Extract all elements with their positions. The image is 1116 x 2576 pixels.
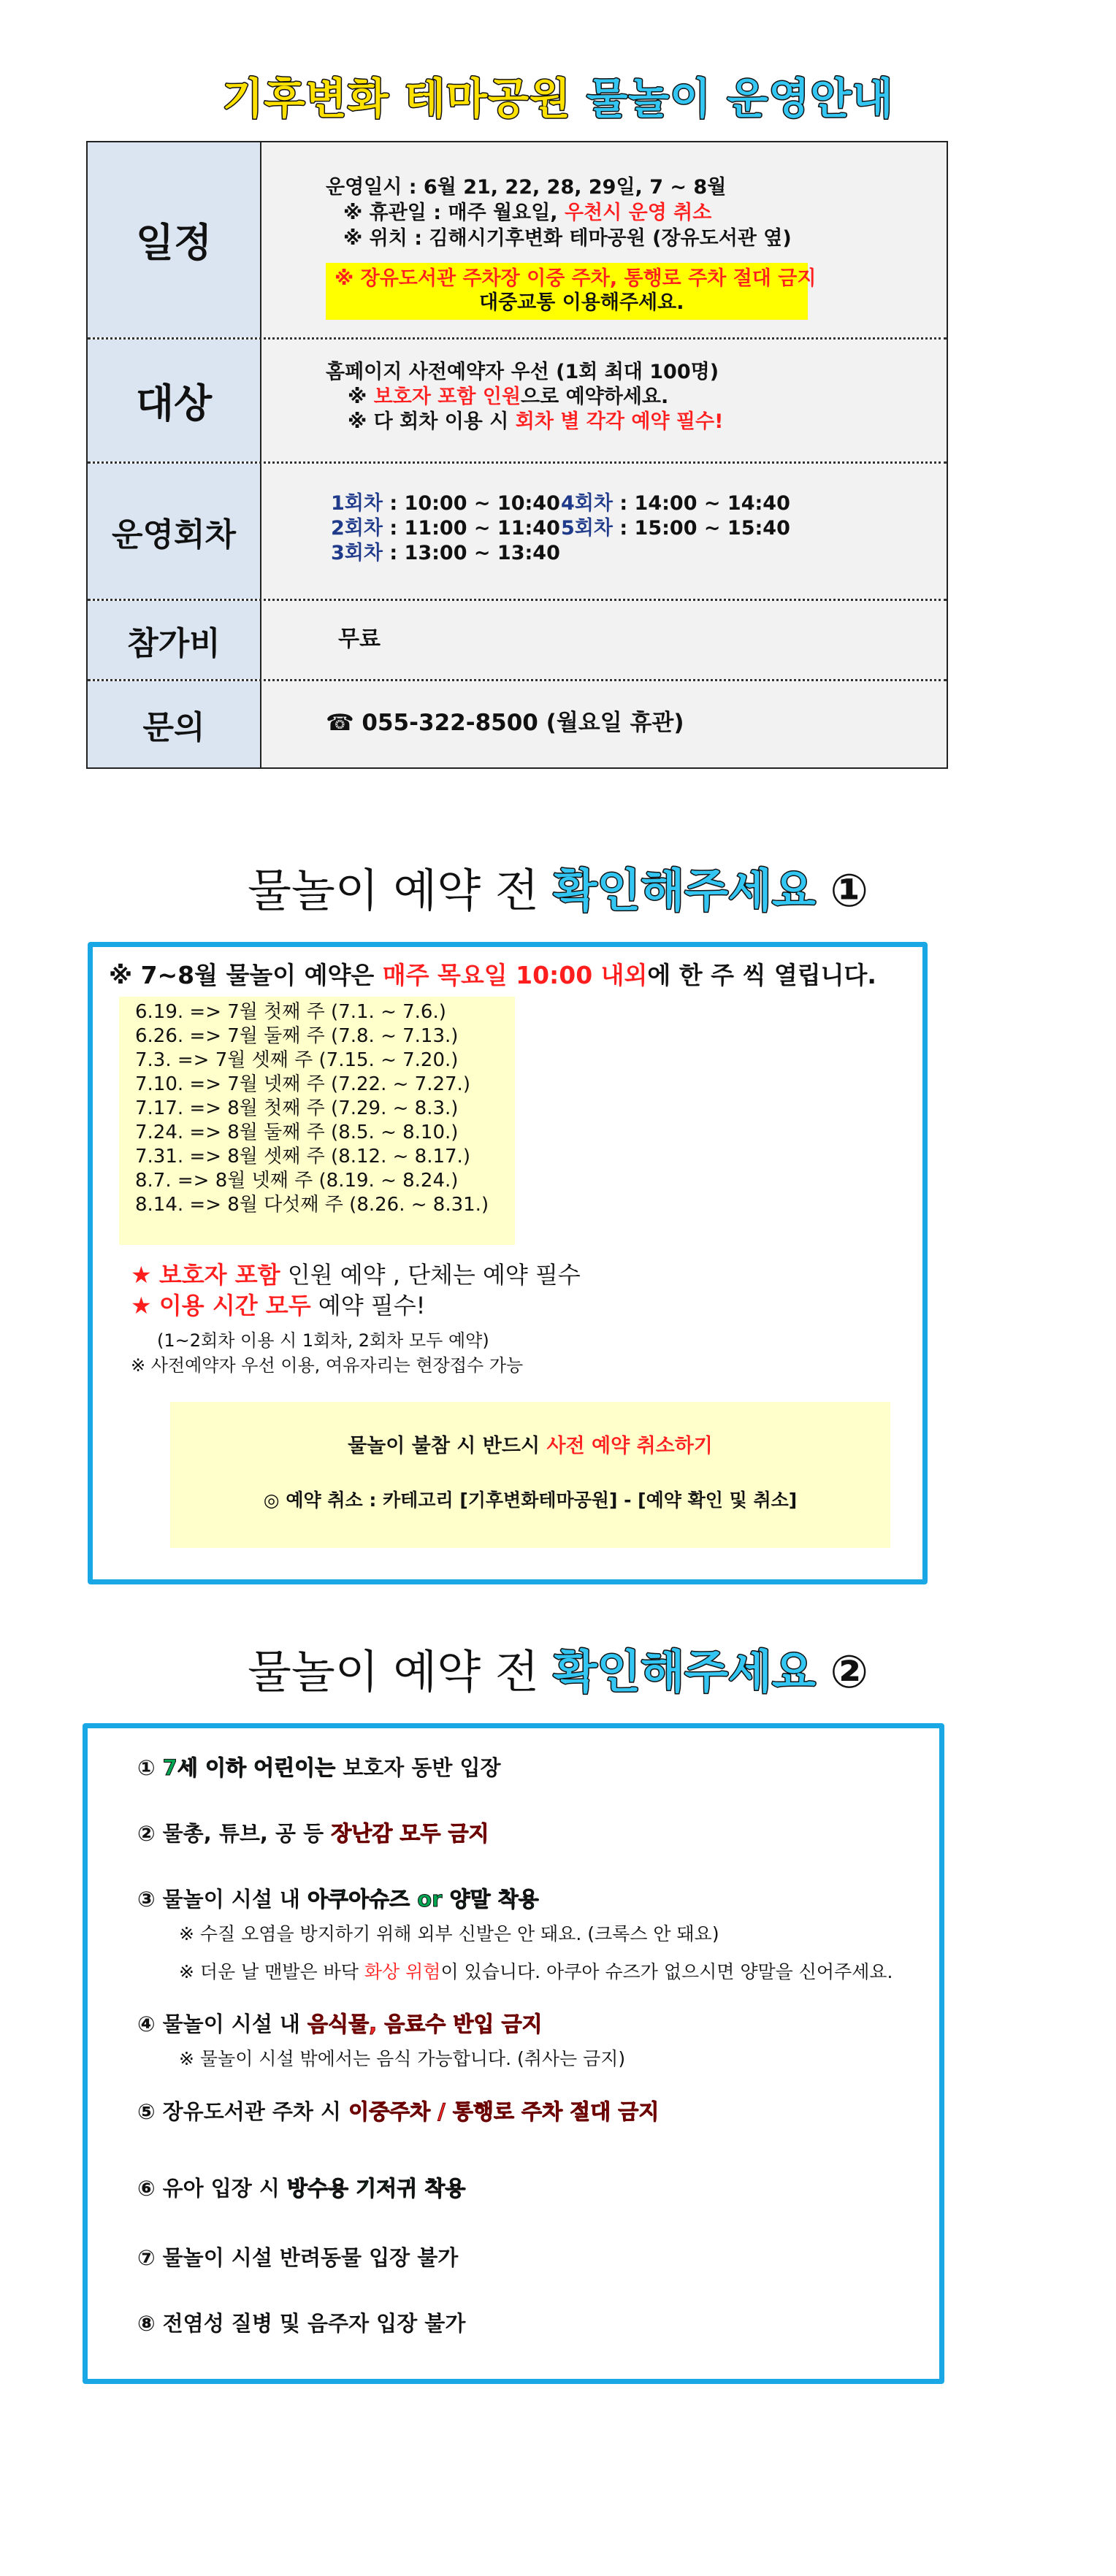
section2-heading-num: ② xyxy=(830,1645,869,1698)
schedule-item: 6.19. => 7월 첫째 주 (7.1. ~ 7.6.) xyxy=(135,1001,446,1023)
rule-item-6 xyxy=(137,2172,465,2202)
rule1-a: 보호자 포함 xyxy=(158,1261,280,1289)
rule2-b: 예약 필수! xyxy=(310,1292,426,1319)
session-4-time: : 14:00 ~ 14:40 xyxy=(612,492,790,515)
note3b-a: ※ 더운 날 맨발은 바닥 xyxy=(179,1961,364,1982)
note3b-b: 화상 위험 xyxy=(364,1961,441,1982)
note3b-c: 이 있습니다. 아쿠아 슈즈가 없으시면 양말을 신어주세요. xyxy=(440,1961,893,1982)
rule-item-4 xyxy=(137,2008,543,2038)
telephone-icon: ☎ xyxy=(326,710,354,736)
fee-label: 참가비 xyxy=(88,601,261,679)
session-1-no: 1회차 xyxy=(331,492,383,515)
rule-text: 장유도서관 주차 시 xyxy=(162,2099,349,2124)
schedule-item: 8.14. => 8월 다섯째 주 (8.26. ~ 8.31.) xyxy=(135,1194,489,1216)
contact-value-cell xyxy=(261,681,947,767)
session-5-time: : 15:00 ~ 15:40 xyxy=(612,517,790,540)
target-line3 xyxy=(348,410,723,434)
rule-text: 물놀이 시설 반려동물 입장 불가 xyxy=(162,2245,459,2270)
cancel-a: 물놀이 불참 시 반드시 xyxy=(348,1435,547,1457)
section1-heading-b: 확인해주세요 xyxy=(553,864,816,917)
page-title xyxy=(0,64,1116,126)
rule-priority: ※ 사전예약자 우선 이용, 여유자리는 현장접수 가능 xyxy=(131,1355,524,1376)
parking-notice xyxy=(326,263,817,320)
session-5-no: 5회차 xyxy=(561,517,613,540)
rule-text: 물놀이 시설 내 xyxy=(162,1887,308,1912)
session-3-no: 3회차 xyxy=(331,542,383,564)
schedule-item: 6.26. => 7월 둘째 주 (7.8. ~ 7.13.) xyxy=(135,1025,459,1047)
rule-item-7 xyxy=(137,2242,458,2272)
notice-c: 에 한 주 씩 열립니다. xyxy=(647,961,876,989)
section1-heading-a: 물놀이 예약 전 xyxy=(247,864,554,917)
session-3 xyxy=(331,541,560,566)
row-contact xyxy=(88,681,947,767)
rule-text: 물총, 튜브, 공 등 xyxy=(162,1821,332,1846)
schedule-line1: 운영일시 : 6월 21, 22, 28, 29일, 7 ~ 8월 xyxy=(326,176,727,199)
session-2-time: : 11:00 ~ 11:40 xyxy=(382,517,560,540)
sessions-value xyxy=(261,464,947,599)
section1-heading xyxy=(0,854,1116,919)
notice-a: ※ 7~8월 물놀이 예약은 xyxy=(109,961,383,989)
reservation-open-notice xyxy=(109,963,876,988)
target-line2 xyxy=(348,385,668,410)
target-line3-b: 회차 별 각각 예약 필수! xyxy=(515,410,724,433)
rule-3-note-a: ※ 수질 오염을 방지하기 위해 외부 신발은 안 돼요. (크록스 안 돼요) xyxy=(179,1923,719,1944)
target-line2-a: ※ xyxy=(348,386,374,408)
schedule-item: 7.17. => 8월 첫째 주 (7.29. ~ 8.3.) xyxy=(135,1097,459,1119)
schedule-line3: ※ 위치 : 김해시기후변화 테마공원 (장유도서관 옆) xyxy=(343,227,792,250)
rule2-a: 이용 시간 모두 xyxy=(158,1292,311,1319)
reservation-schedule-list xyxy=(119,997,515,1245)
target-line1: 홈페이지 사전예약자 우선 (1회 최대 100명) xyxy=(326,361,719,383)
sessions-label: 운영회차 xyxy=(88,464,261,599)
contact-phone: 055-322-8500 (월요일 휴관) xyxy=(362,710,684,736)
rule-highlight: 이중주차 / 통행로 주차 절대 금지 xyxy=(348,2099,660,2124)
schedule-label: 일정 xyxy=(88,142,261,337)
schedule-value xyxy=(261,142,947,337)
schedule-line2-b: 우천시 운영 취소 xyxy=(564,202,712,224)
session-4-no: 4회차 xyxy=(561,492,613,515)
rule-num: ⑦ xyxy=(137,2245,156,2270)
target-line2-c: 으로 예약하세요. xyxy=(521,386,669,408)
rule-all-sessions xyxy=(131,1293,425,1318)
rule-highlight: 방수용 기저귀 착용 xyxy=(287,2176,466,2201)
title-part2: 물놀이 운영안내 xyxy=(586,74,894,123)
contact-label: 문의 xyxy=(88,681,261,767)
section2-heading-b: 확인해주세요 xyxy=(553,1645,816,1698)
parking-notice-line1 xyxy=(335,267,816,291)
rule-item-2 xyxy=(137,1817,489,1847)
contact-value xyxy=(326,710,684,735)
title-part1: 기후변화 테마공원 xyxy=(222,74,571,123)
info-table xyxy=(86,141,948,769)
rule-num: ⑥ xyxy=(137,2176,156,2201)
row-fee xyxy=(88,601,947,681)
rule-num: ④ xyxy=(137,2012,156,2036)
session-2 xyxy=(331,516,560,541)
target-line3-a: ※ 다 회차 이용 시 xyxy=(348,410,516,433)
cancel-b: 사전 예약 취소하기 xyxy=(546,1435,713,1457)
session-1 xyxy=(331,491,560,516)
rule-item-5 xyxy=(137,2096,659,2125)
rule-highlight: 음식물, 음료수 반입 금지 xyxy=(307,2012,543,2036)
schedule-line2-a: ※ 휴관일 : 매주 월요일, xyxy=(343,202,565,224)
schedule-item: 7.24. => 8월 둘째 주 (8.5. ~ 8.10.) xyxy=(135,1122,459,1143)
session-2-no: 2회차 xyxy=(331,517,383,540)
rule-4-note: ※ 물놀이 시설 밖에서는 음식 가능합니다. (취사는 금지) xyxy=(179,2048,626,2069)
rule-highlight: 아쿠아슈즈 or 양말 착용 xyxy=(307,1887,539,1912)
rule-text: 물놀이 시설 내 xyxy=(162,2012,308,2036)
schedule-line2 xyxy=(343,201,711,226)
rule-num: ③ xyxy=(137,1887,156,1912)
fee-value: 무료 xyxy=(338,626,381,652)
rule-text: 유아 입장 시 xyxy=(162,2176,288,2201)
session-5 xyxy=(561,516,790,541)
rule-guardian xyxy=(131,1262,581,1287)
star-icon: ★ xyxy=(131,1261,152,1289)
session-3-time: : 13:00 ~ 13:40 xyxy=(382,542,560,564)
rule-item-8 xyxy=(137,2307,465,2337)
rule-num: ⑧ xyxy=(137,2311,156,2336)
rule-3-note-b xyxy=(179,1958,893,1984)
section2-heading xyxy=(0,1636,1116,1701)
target-label: 대상 xyxy=(88,340,261,461)
row-sessions xyxy=(88,464,947,601)
parking-notice-b: 이중 주차, 통행로 주차 절대 금지 xyxy=(527,267,817,290)
cancel-notice xyxy=(170,1434,890,1459)
row-schedule xyxy=(88,142,947,340)
target-value xyxy=(261,340,947,461)
parking-notice-line2: 대중교통 이용해주세요. xyxy=(479,291,684,314)
rule-num: ② xyxy=(137,1821,156,1846)
rule-num: ① xyxy=(137,1755,156,1780)
schedule-item: 7.10. => 7월 넷째 주 (7.22. ~ 7.27.) xyxy=(135,1073,470,1095)
rule1-b: 인원 예약 , 단체는 예약 필수 xyxy=(280,1261,581,1289)
cancel-notice-box xyxy=(170,1402,890,1548)
rule-text: 보호자 동반 입장 xyxy=(335,1755,501,1780)
rule-num: ⑤ xyxy=(137,2099,156,2124)
target-line2-b: 보호자 포함 인원 xyxy=(373,386,521,408)
rules-box xyxy=(83,1723,944,2384)
schedule-item: 8.7. => 8월 넷째 주 (8.19. ~ 8.24.) xyxy=(135,1170,459,1192)
row-target xyxy=(88,340,947,464)
cancel-path: ◎ 예약 취소 : 카테고리 [기후변화테마공원] - [예약 확인 및 취소] xyxy=(263,1490,798,1511)
section1-heading-num: ① xyxy=(830,864,869,917)
session-1-time: : 10:00 ~ 10:40 xyxy=(382,492,560,515)
fee-value-cell xyxy=(261,601,947,679)
rule-item-1 xyxy=(137,1752,501,1782)
reservation-info-box xyxy=(88,942,928,1584)
schedule-item: 7.3. => 7월 셋째 주 (7.15. ~ 7.20.) xyxy=(135,1049,459,1071)
parking-notice-a: ※ 장유도서관 주차장 xyxy=(335,267,527,290)
rule-highlight: 장난감 모두 금지 xyxy=(331,1821,489,1846)
rule-text: 전염성 질병 및 음주자 입장 불가 xyxy=(162,2311,466,2336)
rule-item-3 xyxy=(137,1883,539,1913)
section2-heading-a: 물놀이 예약 전 xyxy=(247,1645,554,1698)
star-icon: ★ xyxy=(131,1292,152,1319)
schedule-item: 7.31. => 8월 셋째 주 (8.12. ~ 8.17.) xyxy=(135,1146,470,1168)
notice-b: 매주 목요일 10:00 내외 xyxy=(382,961,648,989)
rule-all-sessions-note: (1~2회차 이용 시 1회차, 2회차 모두 예약) xyxy=(157,1330,489,1351)
session-4 xyxy=(561,491,790,516)
rule-highlight: 7세 이하 어린이는 xyxy=(162,1755,336,1780)
